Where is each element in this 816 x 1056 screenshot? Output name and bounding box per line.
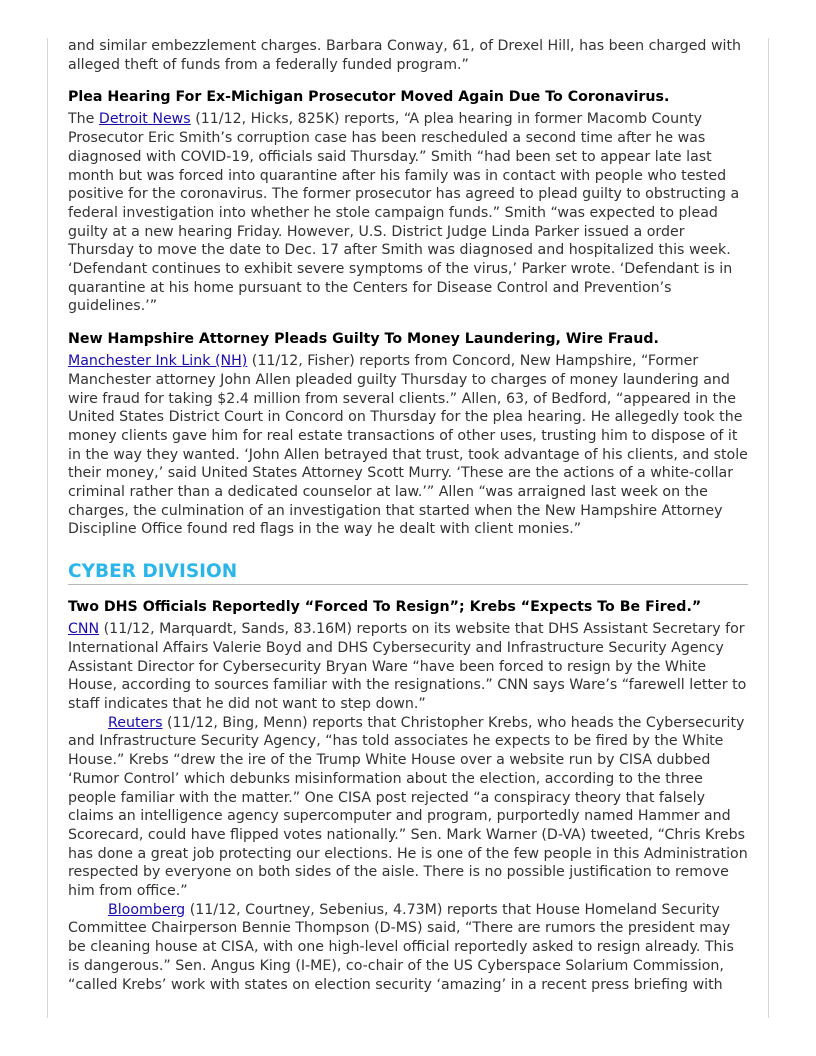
newsletter-content xyxy=(68,37,748,994)
body-text: (11/12, Marquardt, Sands, 83.16M) reports on its website that DHS Assistant Secretary for International Affairs Valerie Boyd and DHS Cybersecurity and Infrastructure Security Agency Assistant Director for Cybersecurity Bryan Ware “have been forced to resign by the White House, according to sources familiar with the resignations.” CNN says Ware’s “farewell letter to staff indicates that he did not want to step down.” xyxy=(68,621,747,712)
article-body-michigan-prosecutor xyxy=(68,110,748,316)
article-body-dhs-cnn xyxy=(68,620,748,714)
page-right-border xyxy=(768,38,769,1018)
article-headline-nh-attorney: New Hampshire Attorney Pleads Guilty To Money Laundering, Wire Fraud. xyxy=(68,331,659,348)
reuters-link[interactable]: Reuters xyxy=(108,714,163,731)
cnn-link[interactable]: CNN xyxy=(68,621,100,638)
manchester-ink-link[interactable]: Manchester Ink Link (NH) xyxy=(68,353,248,370)
continued-paragraph: and similar embezzlement charges. Barbara Conway, 61, of Drexel Hill, has been charged with alleged theft of funds from a federally funded program.” xyxy=(68,38,742,73)
body-text: (11/12, Bing, Menn) reports that Christopher Krebs, who heads the Cybersecurity and Infrastructure Security Agency, “has told associates he expects to be fired by the White House.” Krebs “drew the ire of the Trump White House over a website run by CISA dubbed ‘Rumor Control’ which debunks misinformation about the election, according to the three people familiar with the matter.” One CISA post rejected “a conspiracy theory that falsely claims an intelligence agency supercomputer and program, purportedly named Hammer and Scorecard, could have flipped votes nationally.” Sen. Mark Warner (D-VA) tweeted, “Chris Krebs has done a great job protecting our elections. He is one of the few people in this Administration respected by everyone on both sides of the aisle. There is no possible justification to remove him from office.” xyxy=(68,714,748,900)
page-left-border xyxy=(47,38,48,1018)
article-body-dhs-bloomberg xyxy=(68,901,748,995)
article-headline-michigan-prosecutor: Plea Hearing For Ex-Michigan Prosecutor Moved Again Due To Coronavirus. xyxy=(68,89,670,106)
lead-text: The xyxy=(68,111,99,128)
body-text: (11/12, Courtney, Sebenius, 4.73M) reports that House Homeland Security Committee Chairperson Bennie Thompson (D-MS) said, “There are rumors the president may be cleaning house at CISA, with one high-level official reportedly asked to resign already. This is dangerous.” Sen. Angus King (I-ME), co-chair of the US Cyberspace Solarium Commission, “called Krebs’ work with states on election security ‘amazing’ in a recent press briefing with xyxy=(68,901,734,993)
article-body-nh-attorney xyxy=(68,352,748,539)
article-headline-dhs-officials: Two DHS Officials Reportedly “Forced To Resign”; Krebs “Expects To Be Fired.” xyxy=(68,599,702,616)
detroit-news-link[interactable]: Detroit News xyxy=(98,111,191,128)
bloomberg-link[interactable]: Bloomberg xyxy=(108,901,186,918)
body-text: (11/12, Hicks, 825K) reports, “A plea hearing in former Macomb County Prosecutor Eric Smith’s corruption case has been rescheduled a second time after he was diagnosed with COVID-19, officials said Thursday.” Smith “had been set to appear late last month but was forced into quarantine after his family was in contact with people who tested positive for the coronavirus. The former prosecutor has agreed to plead guilty to obstructing a federal investigation into whether he stole campaign funds.” Smith “was expected to plead guilty at a new hearing Friday. However, U.S. District Judge Linda Parker issued a order Thursday to move the date to Dec. 17 after Smith was diagnosed and hospitalized this week. ‘Defendant continues to exhibit severe symptoms of the virus,’ Parker wrote. ‘Defendant is in quarantine at his home pursuant to the Centers for Disease Control and Prevention’s guidelines.’” xyxy=(68,111,740,315)
section-title-cyber-division: CYBER DIVISION xyxy=(68,561,748,585)
article-body-dhs-reuters xyxy=(68,714,748,901)
body-text: (11/12, Fisher) reports from Concord, New Hampshire, “Former Manchester attorney John Allen pleaded guilty Thursday to charges of money laundering and wire fraud for taking $2.4 million from several clients.” Allen, 63, of Bedford, “appeared in the United States District Court in Concord on Thursday for the plea hearing. He allegedly took the money clients gave him for real estate transactions of other uses, trusting him to dispose of it in the way they wanted. ‘John Allen betrayed that trust, took advantage of his clients, and stole their money,’ said United States Attorney Scott Murry. ‘These are the actions of a white-collar criminal rather than a dedicated counselor at law.’” Allen “was arraigned last week on the charges, the culmination of an investigation that started when the New Hampshire Attorney Discipline Office found red flags in the way he dealt with client monies.” xyxy=(68,353,748,538)
